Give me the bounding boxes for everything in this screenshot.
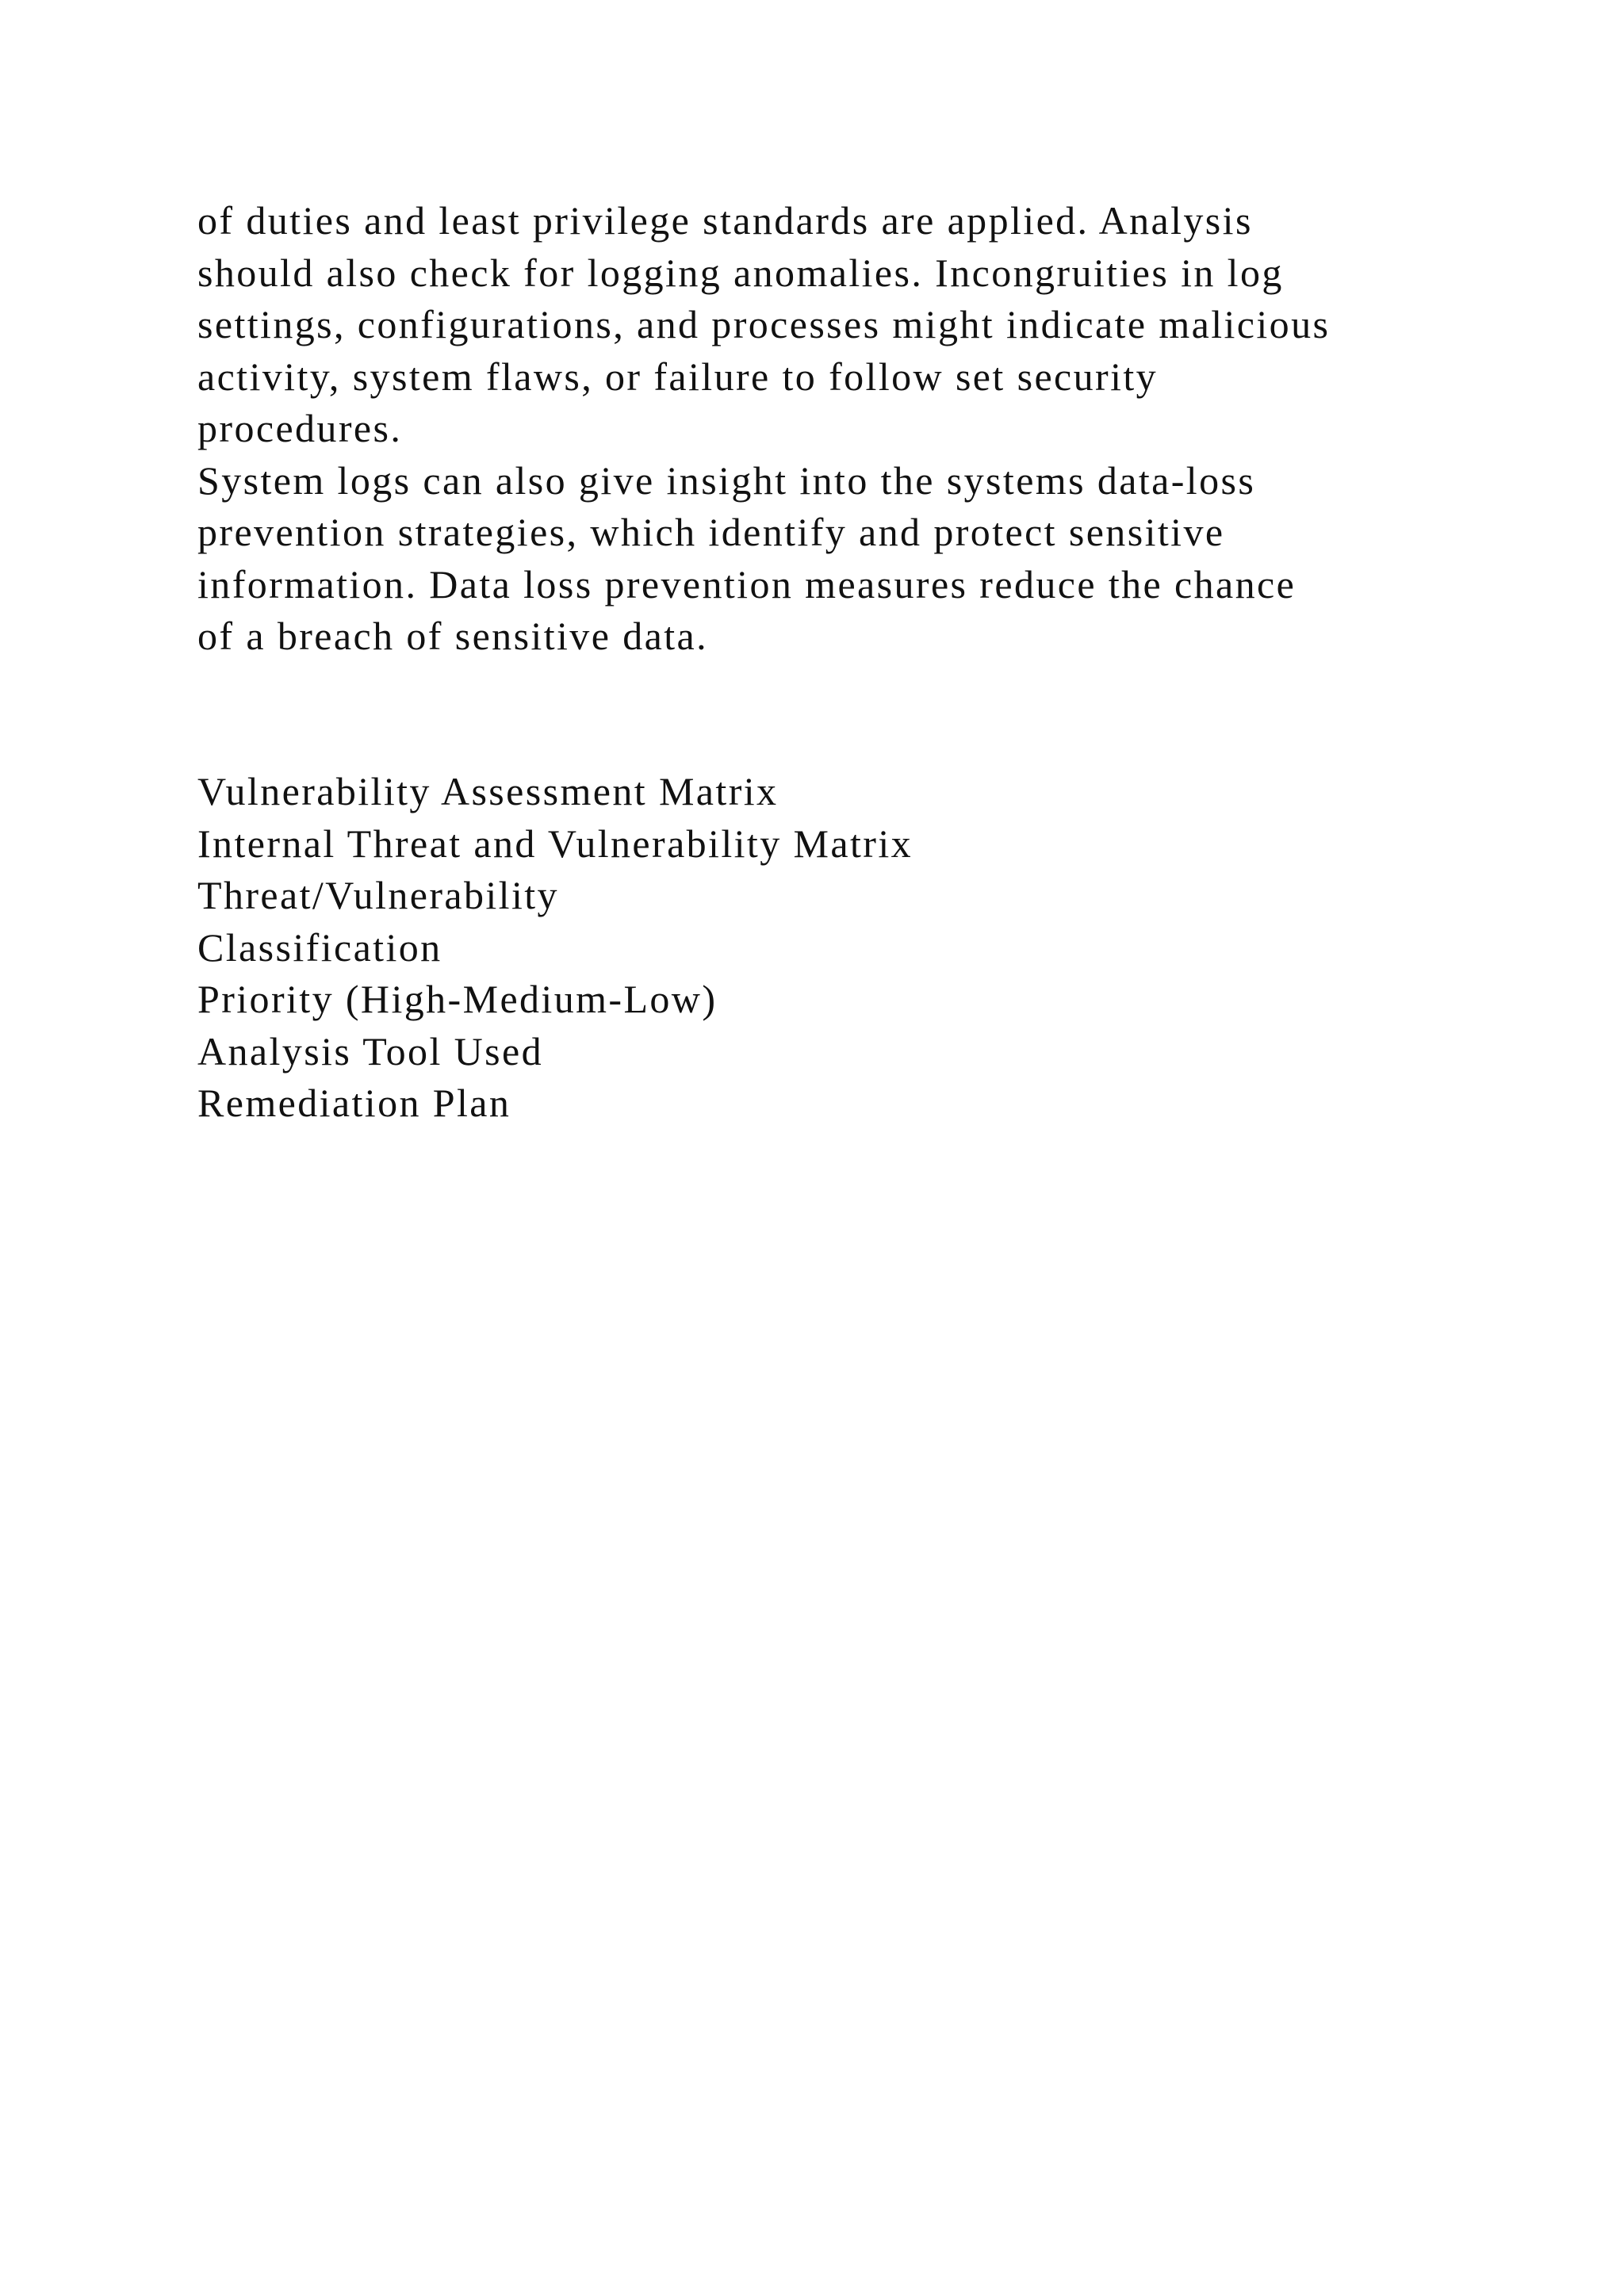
body-line: procedures. [197, 406, 403, 450]
body-paragraphs [197, 195, 1545, 663]
matrix-column-remediation: Remediation Plan [197, 1081, 511, 1125]
matrix-column-analysis-tool: Analysis Tool Used [197, 1028, 543, 1073]
matrix-column-priority: Priority (High-Medium-Low) [197, 977, 718, 1021]
body-line: System logs can also give insight into the systems data-loss [197, 457, 1256, 503]
body-line: should also check for logging anomalies. Incongruities in log [197, 250, 1284, 295]
matrix-title: Vulnerability Assessment Matrix [197, 769, 779, 813]
body-line: activity, system flaws, or failure to follow set security [197, 354, 1159, 399]
matrix-column-classification: Classification [197, 924, 442, 970]
body-line: prevention strategies, which identify and protect sensitive [197, 510, 1225, 554]
body-line: of a breach of sensitive data. [197, 614, 708, 658]
matrix-column-threat: Threat/Vulnerability [197, 873, 559, 917]
matrix-subtitle: Internal Threat and Vulnerability Matrix [197, 821, 914, 866]
vulnerability-matrix-section [197, 766, 1545, 1130]
body-line: settings, configurations, and processes might indicate malicious [197, 302, 1331, 346]
body-line: information. Data loss prevention measures reduce the chance [197, 561, 1297, 607]
body-line: of duties and least privilege standards are applied. Analysis [197, 198, 1253, 243]
